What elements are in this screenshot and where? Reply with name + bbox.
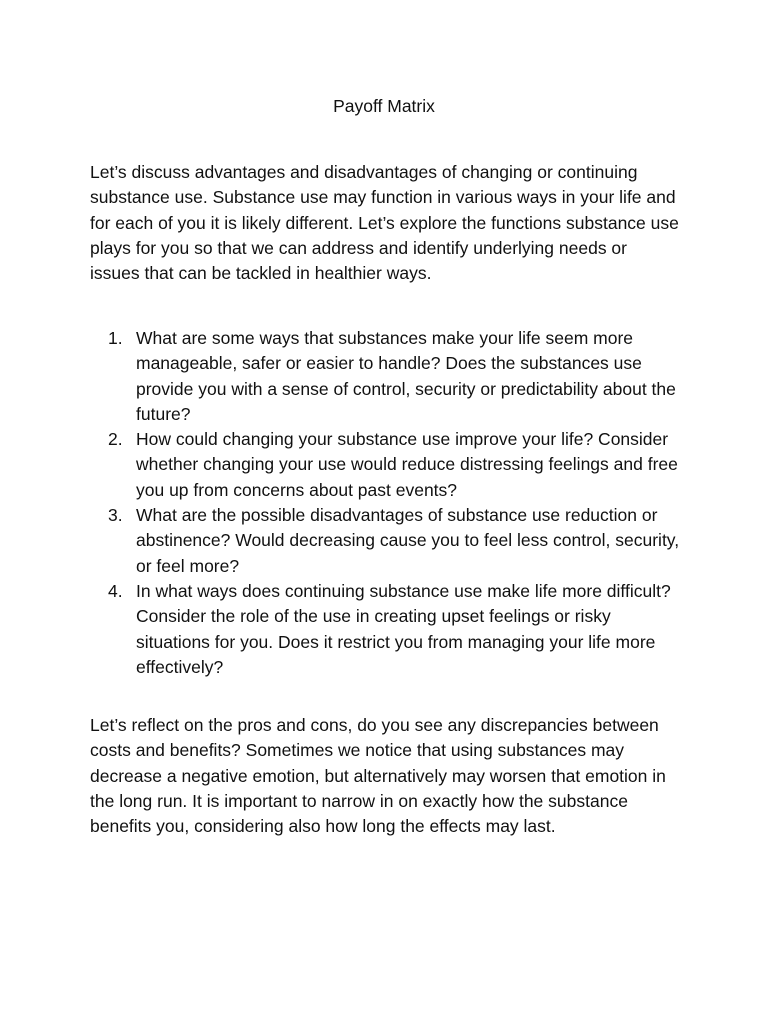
reflection-paragraph: Let’s reflect on the pros and cons, do you see any discrepancies between costs and benefits? Sometimes we notice that using substances may decrease a negative emotion, but alternatively may worsen that emotion in the long run. It is important to narrow in on exactly how the substance benefits you, considering also how long the effects may last. — [90, 715, 666, 837]
question-number: 3. — [108, 505, 123, 526]
question-number: 4. — [108, 580, 123, 601]
question-item — [108, 579, 688, 680]
question-list — [108, 326, 688, 680]
intro-paragraph: Let’s discuss advantages and disadvantages of changing or continuing substance use. Substance use may function in various ways in your life and for each of you it is likely different. Let’s explore the functions substance use plays for you so that we can address and identify underlying needs or issues that can be tackled in healthier ways. — [90, 162, 679, 284]
question-item — [108, 427, 688, 503]
question-number: 2. — [108, 429, 123, 450]
question-item — [108, 503, 688, 579]
question-text: What are some ways that substances make your life seem more manageable, safer or easier to handle? Does the substances use provide you with a sense of control, security or predictability about the future? — [136, 328, 676, 424]
question-item — [108, 326, 688, 427]
question-text: What are the possible disadvantages of substance use reduction or abstinence? Would decreasing cause you to feel less control, security, or feel more? — [136, 505, 680, 576]
question-text: How could changing your substance use improve your life? Consider whether changing your use would reduce distressing feelings and free you up from concerns about past events? — [136, 429, 678, 500]
page-title: Payoff Matrix — [333, 96, 435, 116]
question-number: 1. — [108, 328, 123, 348]
question-text: In what ways does continuing substance use make life more difficult? Consider the role of the use in creating upset feelings or risky situations for you. Does it restrict you from managing your life more effectively? — [136, 580, 671, 677]
